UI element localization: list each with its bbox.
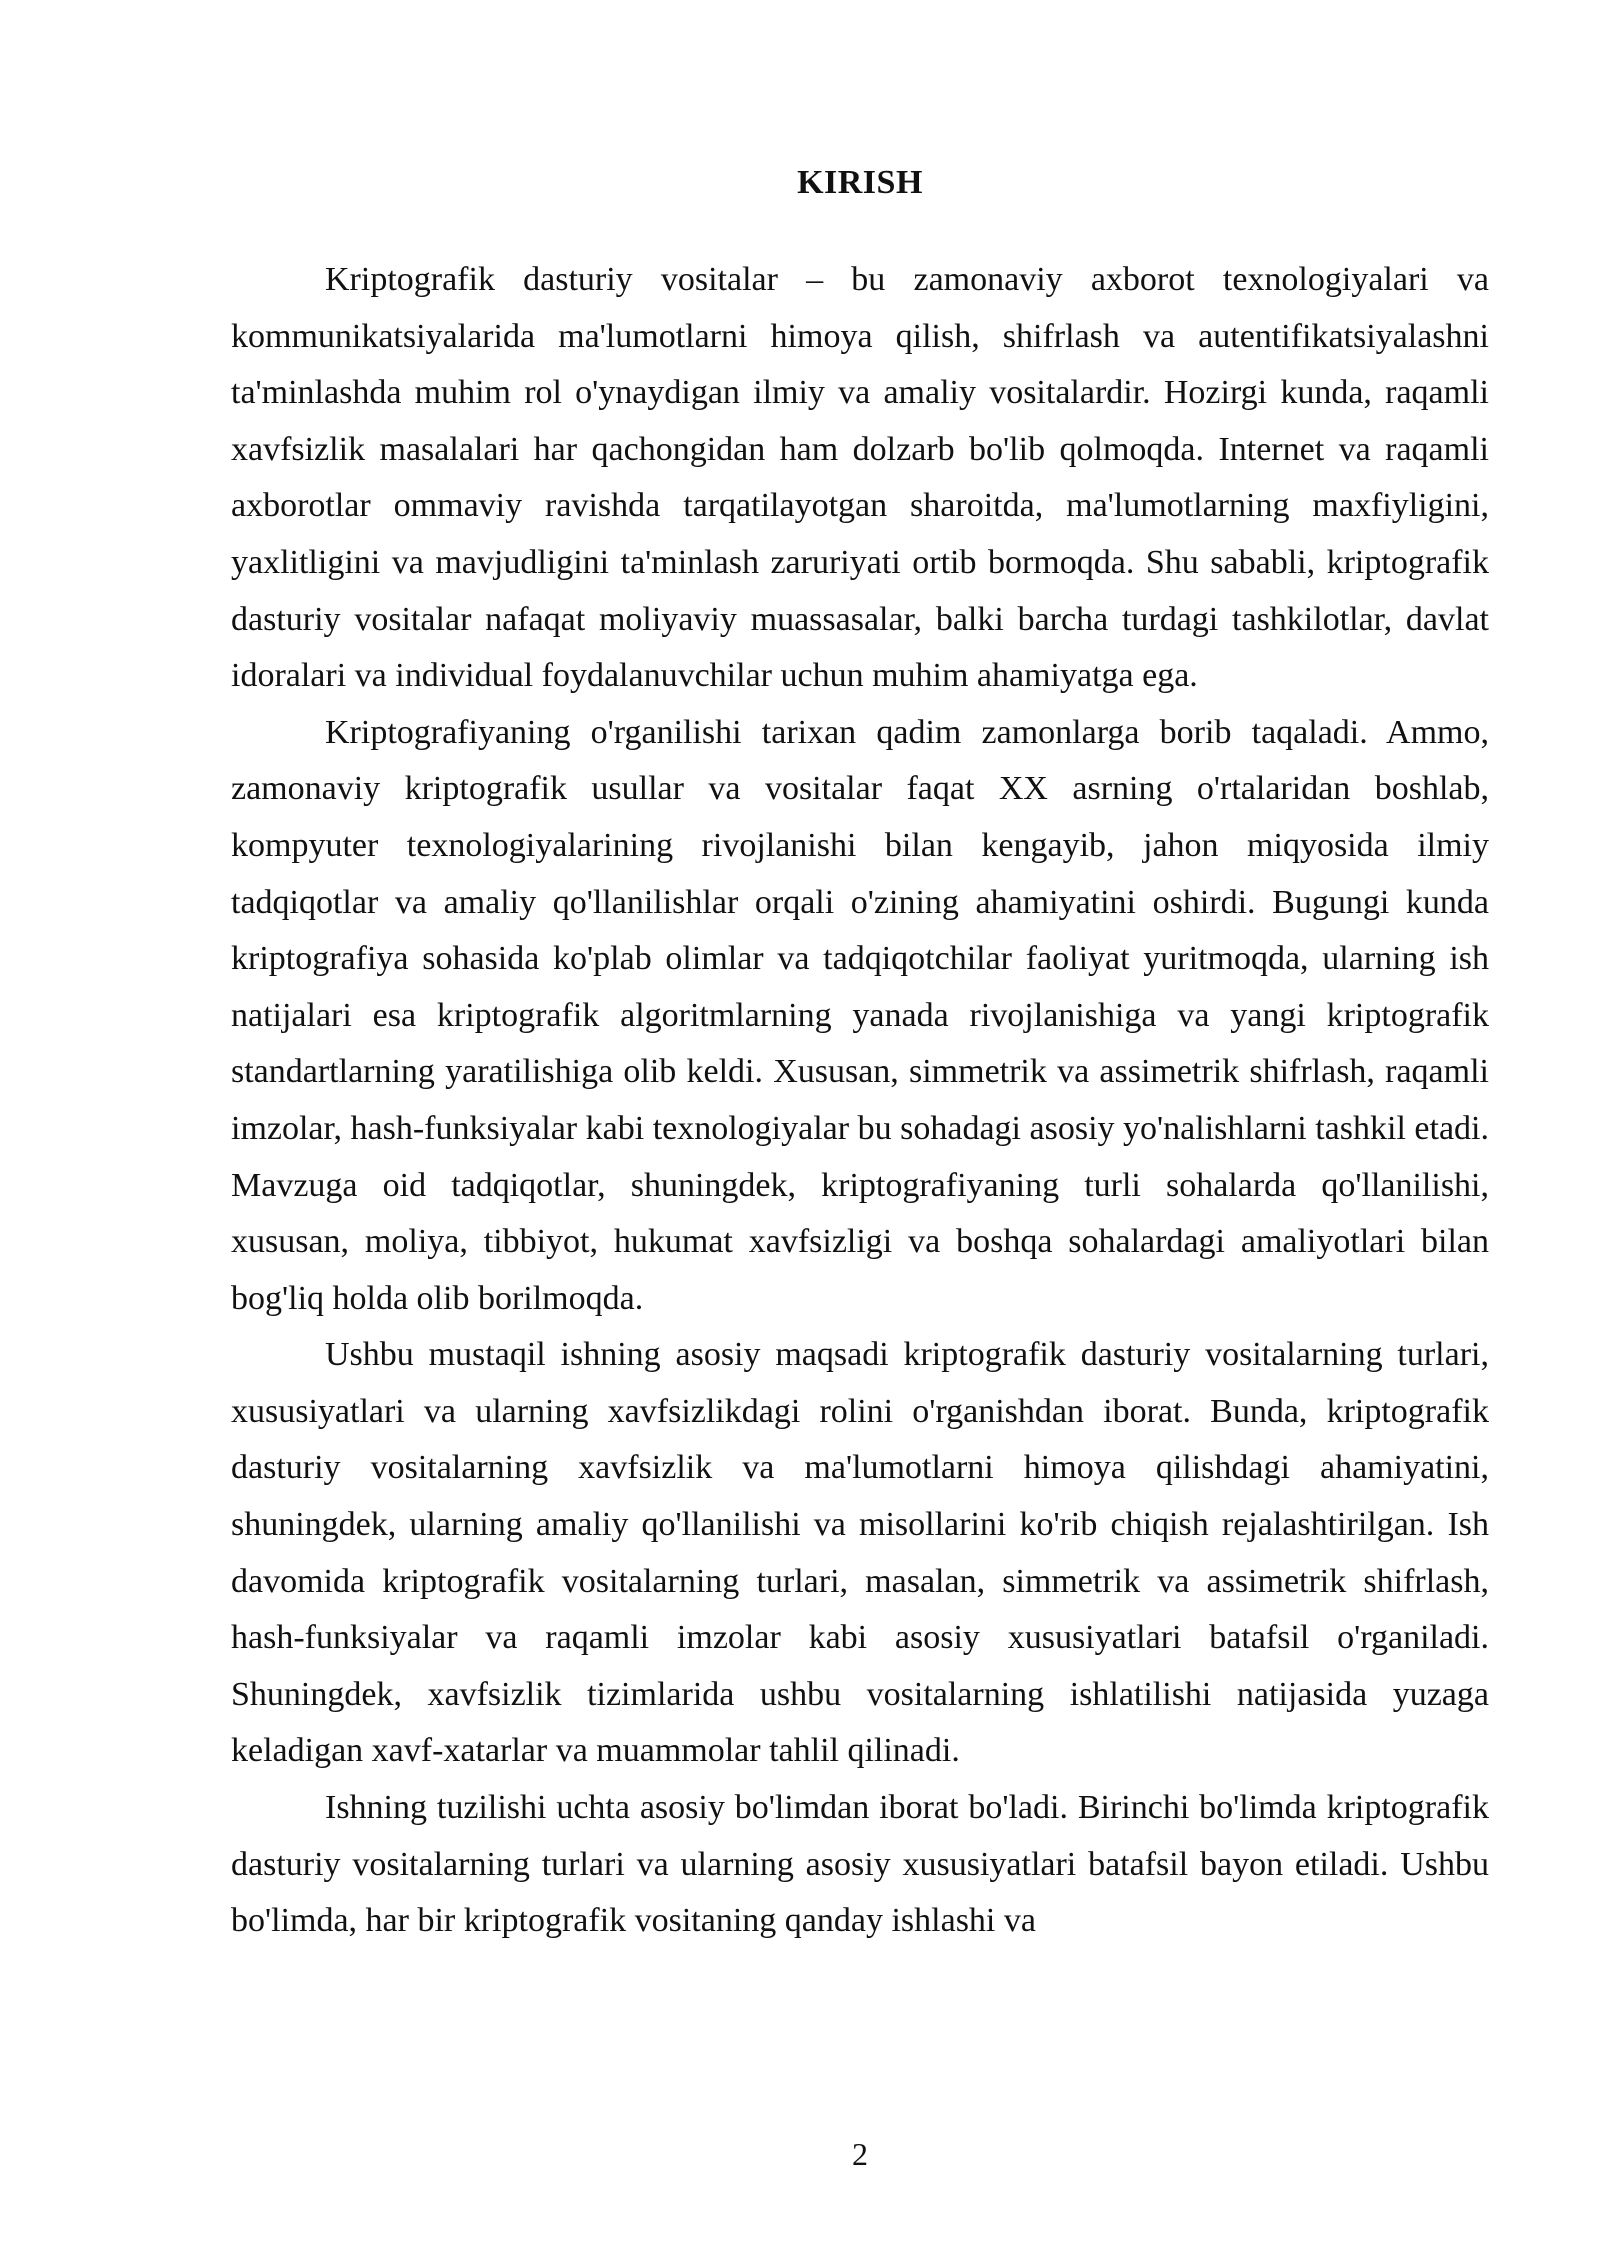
- body-text: [231, 252, 1489, 1950]
- section-heading: KIRISH: [797, 164, 923, 201]
- paragraph-4: Ishning tuzilishi uchta asosiy bo'limdan iborat bo'ladi. Birinchi bo'limda kriptografik dasturiy vositalarning turlari va ularning asosiy xususiyatlari batafsil bayon etiladi. Ushbu bo'limda, har bir kriptografik vositaning qanday ishlashi va: [231, 1789, 1489, 1940]
- paragraph-1: Kriptografik dasturiy vositalar – bu zamonaviy axborot texnologiyalari va kommunikatsiyalarida ma'lumotlarni himoya qilish, shifrlash va autentifikatsiyalashni ta'minlashda muhim rol o'ynaydigan ilmiy va amaliy vositalardir. Hozirgi kunda, raqamli xavfsizlik masalalari har qachongidan ham dolzarb bo'lib qolmoqda. Internet va raqamli axborotlar ommaviy ravishda tarqatilayotgan sharoitda, ma'lumotlarning maxfiyligini, yaxlitligini va mavjudligini ta'minlash zaruriyati ortib bormoqda. Shu sababli, kriptografik dasturiy vositalar nafaqat moliyaviy muassasalar, balki barcha turdagi tashkilotlar, davlat idoralari va individual foydalanuvchilar uchun muhim ahamiyatga ega.: [231, 261, 1489, 695]
- paragraph-3: Ushbu mustaqil ishning asosiy maqsadi kriptografik dasturiy vositalarning turlari, xususiyatlari va ularning xavfsizlikdagi rolini o'rganishdan iborat. Bunda, kriptografik dasturiy vositalarning xavfsizlik va ma'lumotlarni himoya qilishdagi ahamiyatini, shuningdek, ularning amaliy qo'llanilishi va misollarini ko'rib chiqish rejalashtirilgan. Ish davomida kriptografik vositalarning turlari, masalan, simmetrik va assimetrik shifrlash, hash-funksiyalar va raqamli imzolar kabi asosiy xususiyatlari batafsil o'rganiladi. Shuningdek, xavfsizlik tizimlarida ushbu vositalarning ishlatilishi natijasida yuzaga keladigan xavf-xatarlar va muammolar tahlil qilinadi.: [231, 1336, 1489, 1770]
- paragraph-2: Kriptografiyaning o'rganilishi tarixan qadim zamonlarga borib taqaladi. Ammo, zamonaviy kriptografik usullar va vositalar faqat XX asrning o'rtalaridan boshlab, kompyuter texnologiyalarining rivojlanishi bilan kengayib, jahon miqyosida ilmiy tadqiqotlar va amaliy qo'llanilishlar orqali o'zining ahamiyatini oshirdi. Bugungi kunda kriptografiya sohasida ko'plab olimlar va tadqiqotchilar faoliyat yuritmoqda, ularning ish natijalari esa kriptografik algoritmlarning yanada rivojlanishiga va yangi kriptografik standartlarning yaratilishiga olib keldi. Xususan, simmetrik va assimetrik shifrlash, raqamli imzolar, hash-funksiyalar kabi texnologiyalar bu sohadagi asosiy yo'nalishlarni tashkil etadi. Mavzuga oid tadqiqotlar, shuningdek, kriptografiyaning turli sohalarda qo'llanilishi, xususan, moliya, tibbiyot, hukumat xavfsizligi va boshqa sohalardagi amaliyotlari bilan bog'liq holda olib borilmoqda.: [231, 713, 1489, 1317]
- page-number: 2: [852, 2136, 868, 2172]
